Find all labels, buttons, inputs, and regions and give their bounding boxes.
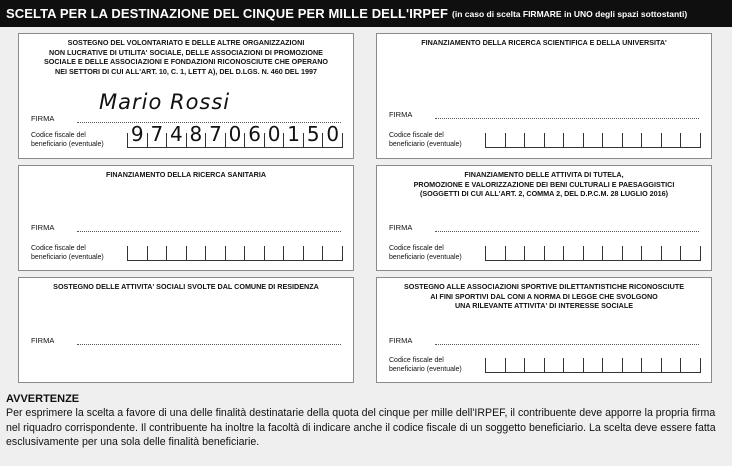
cf-digit-cell[interactable] xyxy=(524,133,544,147)
cf-digit-cell[interactable] xyxy=(205,246,225,260)
cf-digit-cell[interactable] xyxy=(563,133,583,147)
firma-label: FIRMA xyxy=(31,114,55,123)
cf-digit-cell[interactable] xyxy=(505,133,525,147)
cf-digit-cell[interactable] xyxy=(283,246,303,260)
cf-digit-cell[interactable] xyxy=(524,358,544,372)
firma-label: FIRMA xyxy=(389,336,413,345)
box-volontariato xyxy=(18,33,354,159)
cf-digit: 1 xyxy=(287,122,301,146)
cf-digit: 4 xyxy=(170,122,183,146)
form-header xyxy=(0,0,732,27)
cf-digit: 0 xyxy=(267,122,281,146)
box-beni-culturali xyxy=(376,165,712,271)
cf-digit-cell[interactable] xyxy=(544,246,564,260)
cf-digit-cell[interactable] xyxy=(680,133,701,147)
cf-digit: 8 xyxy=(189,122,203,146)
firma-field[interactable] xyxy=(435,118,699,119)
cf-digit-cell[interactable] xyxy=(544,358,564,372)
cf-digit-cell[interactable] xyxy=(205,122,225,147)
box-volontariato-title: SOSTEGNO DEL VOLONTARIATO E DELLE ALTRE ORGANIZZAZIONI NON LUCRATIVE DI UTILITA' SOCIALE, DELLE ASSOCIAZIONI DI PROMOZIONE SOCIALE E DELLE ASSOCIAZIONI E FONDAZIONI RICONOSCIUTE CHE OPERANO NEI SETTORI DI CUI ALL'ART. 10, C. 1, LETT A), DEL D.LGS. N. 460 DEL 1997 xyxy=(43,38,329,76)
cf-digit-cell[interactable] xyxy=(622,246,642,260)
box-ricerca-scientifica xyxy=(376,33,712,159)
box-ricerca-sanitaria-title: FINANZIAMENTO DELLA RICERCA SANITARIA xyxy=(105,170,267,179)
cf-digit-cell[interactable] xyxy=(485,358,505,372)
signature-mario-rossi: Mario Rossi xyxy=(99,90,231,114)
cf-digit-cell[interactable] xyxy=(661,246,681,260)
firma-field[interactable] xyxy=(77,344,341,345)
cf-digit-cell[interactable] xyxy=(186,246,206,260)
firma-label: FIRMA xyxy=(389,110,413,119)
firma-label: FIRMA xyxy=(31,336,55,345)
cf-digit: 9 xyxy=(130,122,144,146)
box-comune-residenza-title: SOSTEGNO DELLE ATTIVITA' SOCIALI SVOLTE DAL COMUNE DI RESIDENZA xyxy=(53,282,319,291)
cf-digit-cell[interactable] xyxy=(641,133,661,147)
codice-fiscale-field[interactable] xyxy=(485,246,701,261)
cf-digit-cell[interactable] xyxy=(661,358,681,372)
cf-digit-cell[interactable] xyxy=(322,122,343,147)
cf-digit-cell[interactable] xyxy=(303,246,323,260)
codice-fiscale-field[interactable] xyxy=(127,122,343,148)
cf-digit-cell[interactable] xyxy=(127,122,147,147)
cf-digit: 7 xyxy=(209,122,222,146)
firma-field[interactable] xyxy=(435,231,699,232)
cf-digit-cell[interactable] xyxy=(244,122,264,147)
cf-digit-cell[interactable] xyxy=(602,246,622,260)
cf-digit-cell[interactable] xyxy=(680,246,701,260)
cf-digit-cell[interactable] xyxy=(583,246,603,260)
codice-fiscale-label: Codice fiscale del beneficiario (eventuale) xyxy=(389,132,462,148)
box-ricerca-scientifica-title: FINANZIAMENTO DELLA RICERCA SCIENTIFICA E DELLA UNIVERSITA' xyxy=(421,38,667,47)
cf-digit-cell[interactable] xyxy=(680,358,701,372)
cf-digit: 0 xyxy=(326,122,340,146)
cf-digit-cell[interactable] xyxy=(485,246,505,260)
cf-digit-cell[interactable] xyxy=(225,122,245,147)
cf-digit-cell[interactable] xyxy=(322,246,343,260)
cf-digit-cell[interactable] xyxy=(544,133,564,147)
firma-field[interactable] xyxy=(435,344,699,345)
codice-fiscale-field[interactable] xyxy=(485,358,701,373)
cf-digit-cell[interactable] xyxy=(505,246,525,260)
codice-fiscale-field[interactable] xyxy=(127,246,343,261)
cf-digit-cell[interactable] xyxy=(622,133,642,147)
codice-fiscale-field[interactable] xyxy=(485,133,701,148)
firma-label: FIRMA xyxy=(31,223,55,232)
box-associazioni-sportive xyxy=(376,277,712,383)
cf-digit-cell[interactable] xyxy=(602,358,622,372)
cf-digit-cell[interactable] xyxy=(563,358,583,372)
cf-digit-cell[interactable] xyxy=(264,246,284,260)
box-beni-culturali-title: FINANZIAMENTO DELLE ATTIVITA DI TUTELA, PROMOZIONE E VALORIZZAZIONE DEI BENI CULTURALI E PAESAGGISTICI (SOGGETTI DI CUI ALL'ART. 2, COMMA 2, DEL D.P.C.M. 28 LUGLIO 2016) xyxy=(413,170,675,199)
cf-digit-cell[interactable] xyxy=(661,133,681,147)
cf-digit-cell[interactable] xyxy=(225,246,245,260)
codice-fiscale-label: Codice fiscale del beneficiario (eventuale) xyxy=(389,245,462,261)
cf-digit-cell[interactable] xyxy=(283,122,303,147)
cf-digit-cell[interactable] xyxy=(303,122,323,147)
form-title: SCELTA PER LA DESTINAZIONE DEL CINQUE PER MILLE DELL'IRPEF xyxy=(6,6,449,21)
cf-digit: 0 xyxy=(228,122,242,146)
cf-digit-cell[interactable] xyxy=(127,246,147,260)
cf-digit-cell[interactable] xyxy=(244,246,264,260)
avvertenze-text: Per esprimere la scelta a favore di una delle finalità destinatarie della quota del cinque per mille dell'IRPEF, il contribuente deve apporre la propria firma nel riquadro corrispondente. Il contribuente ha inoltre la facoltà di indicare anche il codice fiscale di un soggetto beneficiario. La scelta deve essere fatta esclusivamente per una sola delle finalità beneficiarie. xyxy=(6,407,716,448)
cf-digit: 6 xyxy=(248,122,261,146)
cf-digit-cell[interactable] xyxy=(602,133,622,147)
cf-digit-cell[interactable] xyxy=(563,246,583,260)
cf-digit-cell[interactable] xyxy=(186,122,206,147)
form-subtitle: (in caso di scelta FIRMARE in UNO degli spazi sottostanti) xyxy=(452,8,688,19)
codice-fiscale-label: Codice fiscale del beneficiario (eventuale) xyxy=(31,132,104,148)
firma-field[interactable] xyxy=(77,231,341,232)
cf-digit-cell[interactable] xyxy=(641,246,661,260)
cf-digit-cell[interactable] xyxy=(583,133,603,147)
cf-digit-cell[interactable] xyxy=(147,246,167,260)
cf-digit: 7 xyxy=(150,122,164,146)
box-comune-residenza xyxy=(18,277,354,383)
cf-digit-cell[interactable] xyxy=(485,133,505,147)
cf-digit-cell[interactable] xyxy=(166,122,186,147)
cf-digit-cell[interactable] xyxy=(166,246,186,260)
codice-fiscale-label: Codice fiscale del beneficiario (eventuale) xyxy=(31,245,104,261)
avvertenze-title: AVVERTENZE xyxy=(6,393,80,405)
cf-digit-cell[interactable] xyxy=(147,122,167,147)
cf-digit-cell[interactable] xyxy=(524,246,544,260)
box-associazioni-sportive-title: SOSTEGNO ALLE ASSOCIAZIONI SPORTIVE DILETTANTISTICHE RICONOSCIUTE AI FINI SPORTIVI DAL CONI A NORMA DI LEGGE CHE SVOLGONO UNA RILEVANTE ATTIVITA' DI INTERESSE SOCIALE xyxy=(403,282,685,311)
box-ricerca-sanitaria xyxy=(18,165,354,271)
cf-digit-cell[interactable] xyxy=(505,358,525,372)
cf-digit-cell[interactable] xyxy=(641,358,661,372)
cf-digit-cell[interactable] xyxy=(264,122,284,147)
firma-label: FIRMA xyxy=(389,223,413,232)
cf-digit: 5 xyxy=(306,122,320,146)
cf-digit-cell[interactable] xyxy=(583,358,603,372)
cf-digit-cell[interactable] xyxy=(622,358,642,372)
codice-fiscale-label: Codice fiscale del beneficiario (eventuale) xyxy=(389,357,462,373)
